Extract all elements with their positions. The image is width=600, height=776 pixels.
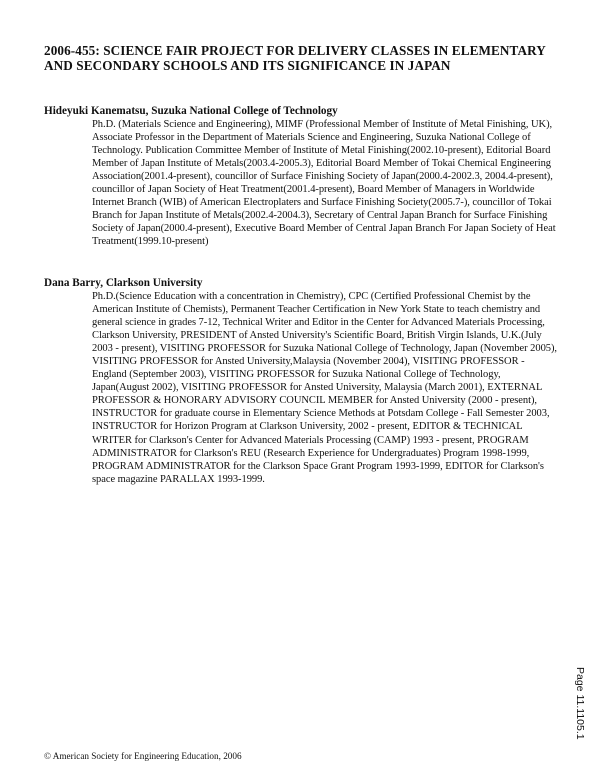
copyright-footer: © American Society for Engineering Education, 2006 bbox=[44, 751, 242, 761]
author-name: Hideyuki Kanematsu, Suzuka National College of Technology bbox=[44, 105, 338, 117]
page-number: Page 11.1105.1 bbox=[574, 667, 586, 740]
paper-title: 2006-455: SCIENCE FAIR PROJECT FOR DELIVERY CLASSES IN ELEMENTARY AND SECONDARY SCHOOLS AND ITS SIGNIFICANCE IN JAPAN bbox=[44, 43, 546, 73]
author-bio: Ph.D.(Science Education with a concentration in Chemistry), CPC (Certified Professional Chemist by the American Institute of Chemists), Permanent Teacher Certification in New York State to teach chemistry and general science in grades 7-12, Technical Writer and Editor in the Center for Advanced Materials Processing, Clarkson University, PRESIDENT of Ansted University's Scientific Board, British Virgin Islands, U.K.(July 2003 - present), VISITING PROFESSOR for Suzuka National College of Technology, Japan (November 2005), VISITING PROFESSOR for Ansted University,Malaysia (November 2004), VISITING PROFESSOR - England (September 2003), VISITING PROFESSOR for Suzuka National College of Technology, Japan(August 2002), VISITING PROFESSOR for Ansted University, Malaysia (March 2001), EXTERNAL PROFESSOR & HONORARY ADVISORY COUNCIL MEMBER for Ansted University (2000 - present), INSTRUCTOR for graduate course in Elementary Science Methods at Potsdam College - Fall Semester 2003, INSTRUCTOR for Horizon Program at Clarkson University, 2002 - present, EDITOR & TECHNICAL WRITER for Clarkson's Center for Advanced Materials Processing (CAMP) 1993 - present, PROGRAM ADMINISTRATOR for Clarkson's REU (Research Experience for Undergraduates) Program 1998-1999, PROGRAM ADMINISTRATOR for the Clarkson Space Grant Program 1993-1999, EDITOR for Clarkson's space magazine PARALLAX 1993-1999. bbox=[92, 291, 557, 485]
author-bio: Ph.D. (Materials Science and Engineering), MIMF (Professional Member of Institute of Metal Finishing, UK), Associate Professor in the Department of Materials Science and Engineering, Suzuka National College of Technology. Publication Committee Member of Institute of Metal Finishing(2002.10-present), Editorial Board Member of Japan Institute of Metals(2003.4-2005.3), Editorial Board Member of Tokai Chemical Engineering Association(2001.4-present), councillor of Surface Finishing Society of Japan(2000.4-2002.3, 2004.4-present), councillor of Japan Society of Heat Treatment(2001.4-present), Board Member of Managers in Worldwide Internet Branch (WIB) of American Electroplaters and Surface Finishing Society(2005.7-), councillor of Tokai Branch for Japan Institute of Metals(2002.4-2004.3), Secretary of Central Japan Branch for Surface Finishing Society of Japan(2000.4-present), Executive Board Member of Central Japan Branch For Japan Society of Heat Treatment(1999.10-present) bbox=[92, 119, 556, 248]
author-name: Dana Barry, Clarkson University bbox=[44, 277, 203, 289]
